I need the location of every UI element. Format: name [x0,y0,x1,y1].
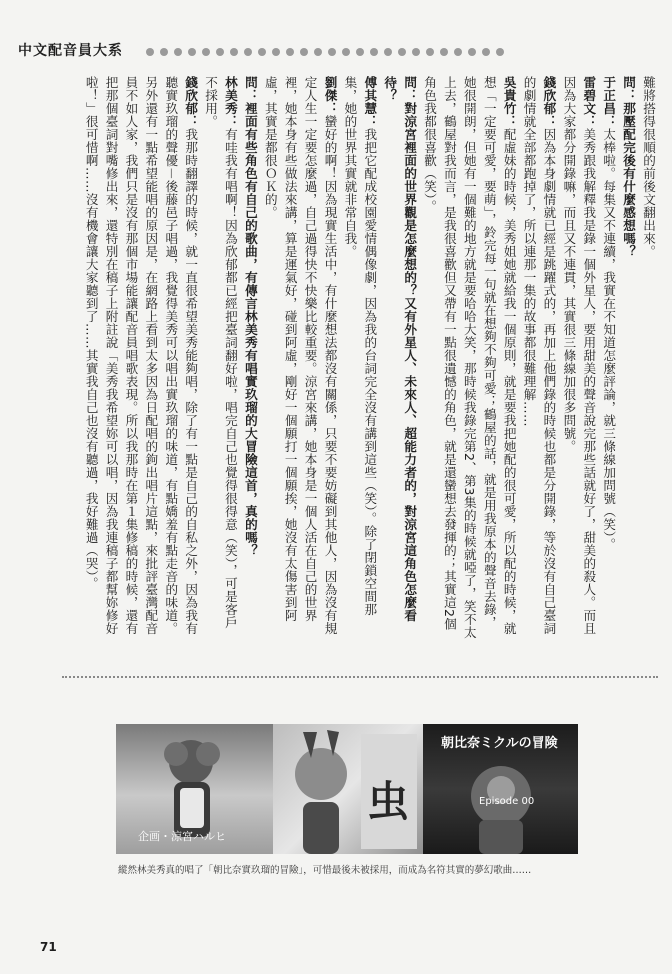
question-text: 問：裡面有些角色有自己的歌曲，有傳言林美秀有唱實玖瑠的大冒險這首，真的嗎？ [242,76,258,557]
answer-text: 太棒啦。每集又不連續，我實在不知道怎麼評論，就三條線加問號（笑）。 [601,128,617,551]
header-dot [160,48,168,56]
header-dot [398,48,406,56]
interview-paragraph [519,76,559,641]
header-dot [468,48,476,56]
photo-title-text: 朝比奈ミクルの冒険 [441,736,558,751]
answer-text: 配虛妹的時候，美秀姐她就給我一個原則，就是要我把她配的很可愛，所以配的時候，就想「一定要可愛，要萌」，鈴完每一句就在想夠不夠可愛；鶴屋的話，就是用我原本的聲音去錄，她很開朗，但她有一個難的地方就是要哈哈大笑，那時候我錄完第2、第3集的時候就啞了，笑不太上去，鶴屋對我而言，是我很喜歡但又帶有一點很遺憾的角色，就是還蠻想去發揮的；其實這2個角色我都很喜歡（笑）。 [422,76,517,639]
interview-question [618,76,638,641]
question-text: 問：對涼宮裡面的世界觀是怎麼想的？又有外星人、未來人、超能力者的，對涼宮這角色怎麼看待？ [382,76,418,622]
header-dot [188,48,196,56]
speaker-name: 林美秀： [222,76,238,128]
header-dot [174,48,182,56]
header-dot [216,48,224,56]
speaker-name: 吳貴竹： [501,76,517,128]
page-number: 71 [40,940,57,954]
header-dot [356,48,364,56]
question-text: 問：那壓配完後有什麼感想嗎？ [621,76,637,258]
answer-text: 因為本身劇情就已經是跳躍式的，再加上他們錄的時候也都是分開錄，等於沒有自己臺詞的劇情就全部都跑掉了，所以連那一集的故事都很難理解…… [521,76,557,635]
photo-caption: 縱然林美秀真的唱了「朝比奈實玖瑠的冒險」，可惜最後未被採用，而成為名符其實的夢幻歌曲…… [118,865,532,876]
anime-screenshot-bunny [273,724,423,854]
header-dot [314,48,322,56]
header-dot [272,48,280,56]
interview-text [53,76,658,641]
header-dot [370,48,378,56]
interview-question [240,76,260,641]
interview-paragraph [558,76,598,641]
speaker-name: 傅其慧： [362,76,378,128]
header-dot [426,48,434,56]
interview-paragraph [638,76,658,641]
answer-text: 我把它配成校園愛情偶像劇，因為我的台詞完全沒有講到這些（笑）。除了閉鎖空間那集，她的世界其實就非常自我。 [342,76,378,616]
header-dot [202,48,210,56]
interview-paragraph [419,76,519,641]
interview-paragraph [340,76,380,641]
anime-screenshot-title [423,724,578,854]
header-dot [496,48,504,56]
header-dot [300,48,308,56]
header-dot [412,48,420,56]
header-dot [146,48,154,56]
interview-question [379,76,419,641]
screenshot-strip [116,724,578,854]
interview-paragraph [200,76,240,641]
answer-text: 難將搭得很順的前後文翻出來。 [641,76,656,258]
speaker-name: 劉傑： [322,76,338,115]
speaker-name: 錢欣郁： [541,76,557,128]
answer-text: 美秀跟我解釋我是錄一個外星人，要用甜美的聲音說完那些話就好了，甜美的殺人。而且因為大家都分開錄嘛，而且又不連貫，其實很三條線加很多問號。 [561,76,597,635]
speaker-name: 錢欣郁： [183,76,199,128]
header-dot [244,48,252,56]
header-dot [230,48,238,56]
answer-text: 蠻好的啊！因為現實生活中，有什麼想法都沒有關係，只要不要妨礙到其他人，因為沒有規定人生一定要怎麼過，自己過得快不快樂比較重要。涼宮來講，她本身是一個人活在自己的世界裡，她本身有些做法來講，算是運氣好，碰到阿虛，剛好一個願打一個願挨，她沒有太傷害到阿虛，其實是都很ＯＫ的。 [262,76,338,635]
answer-text: 有哇我有唱啊！因為欣郁都已經把臺詞翻好啦，唱完自己也覺得很得意（笑），可是客戶不採用。 [203,76,238,629]
speaker-name: 雷碧文： [581,76,597,128]
header-dot [342,48,350,56]
header-dot [384,48,392,56]
header-dot [258,48,266,56]
header-dot [328,48,336,56]
photo-overlay-text: 企画・涼宮ハルヒ [138,830,226,843]
header-dot [440,48,448,56]
anime-screenshot-maid [116,724,273,854]
bunny-character-illustration [273,724,423,854]
header-dot [286,48,294,56]
interview-paragraph [260,76,340,641]
header-dot-decoration [146,48,504,56]
photo-episode-text: Episode 00 [479,796,535,807]
speaker-name: 于正昌： [601,76,617,128]
svg-text:虫: 虫 [367,777,410,826]
dotted-divider [62,676,658,678]
interview-paragraph [598,76,618,641]
header-dot [482,48,490,56]
header-dot [454,48,462,56]
page-header [18,40,658,62]
series-title: 中文配音員大系 [18,43,123,59]
interview-paragraph [81,76,200,641]
answer-text: 我那時翻譯的時候，就一直很希望美秀能夠唱，除了有一點是自己的自私之外，因為我有聽實玖瑠的聲優－後藤邑子唱過，我覺得美秀可以唱出實玖瑠的味道，有點嬌羞有點走音的味道。另外還有一點希望能唱的原因是，在網路上看到太多因為日配唱的鉤出唱片這點，來批評臺灣配音員不如人家，我們只是沒有那個市場能讓配音員唱歌表現。所以我那時在第１集修稿的時候，還有把那個臺詞對嘴修出來，還特別在稿子上附註說「美秀我希望妳可以唱，因為我連稿子都幫妳修好啦！」很可惜啊……沒有機會讓大家聽到了……其實我自己也沒有聽過，我好難過（哭）。 [83,76,199,635]
